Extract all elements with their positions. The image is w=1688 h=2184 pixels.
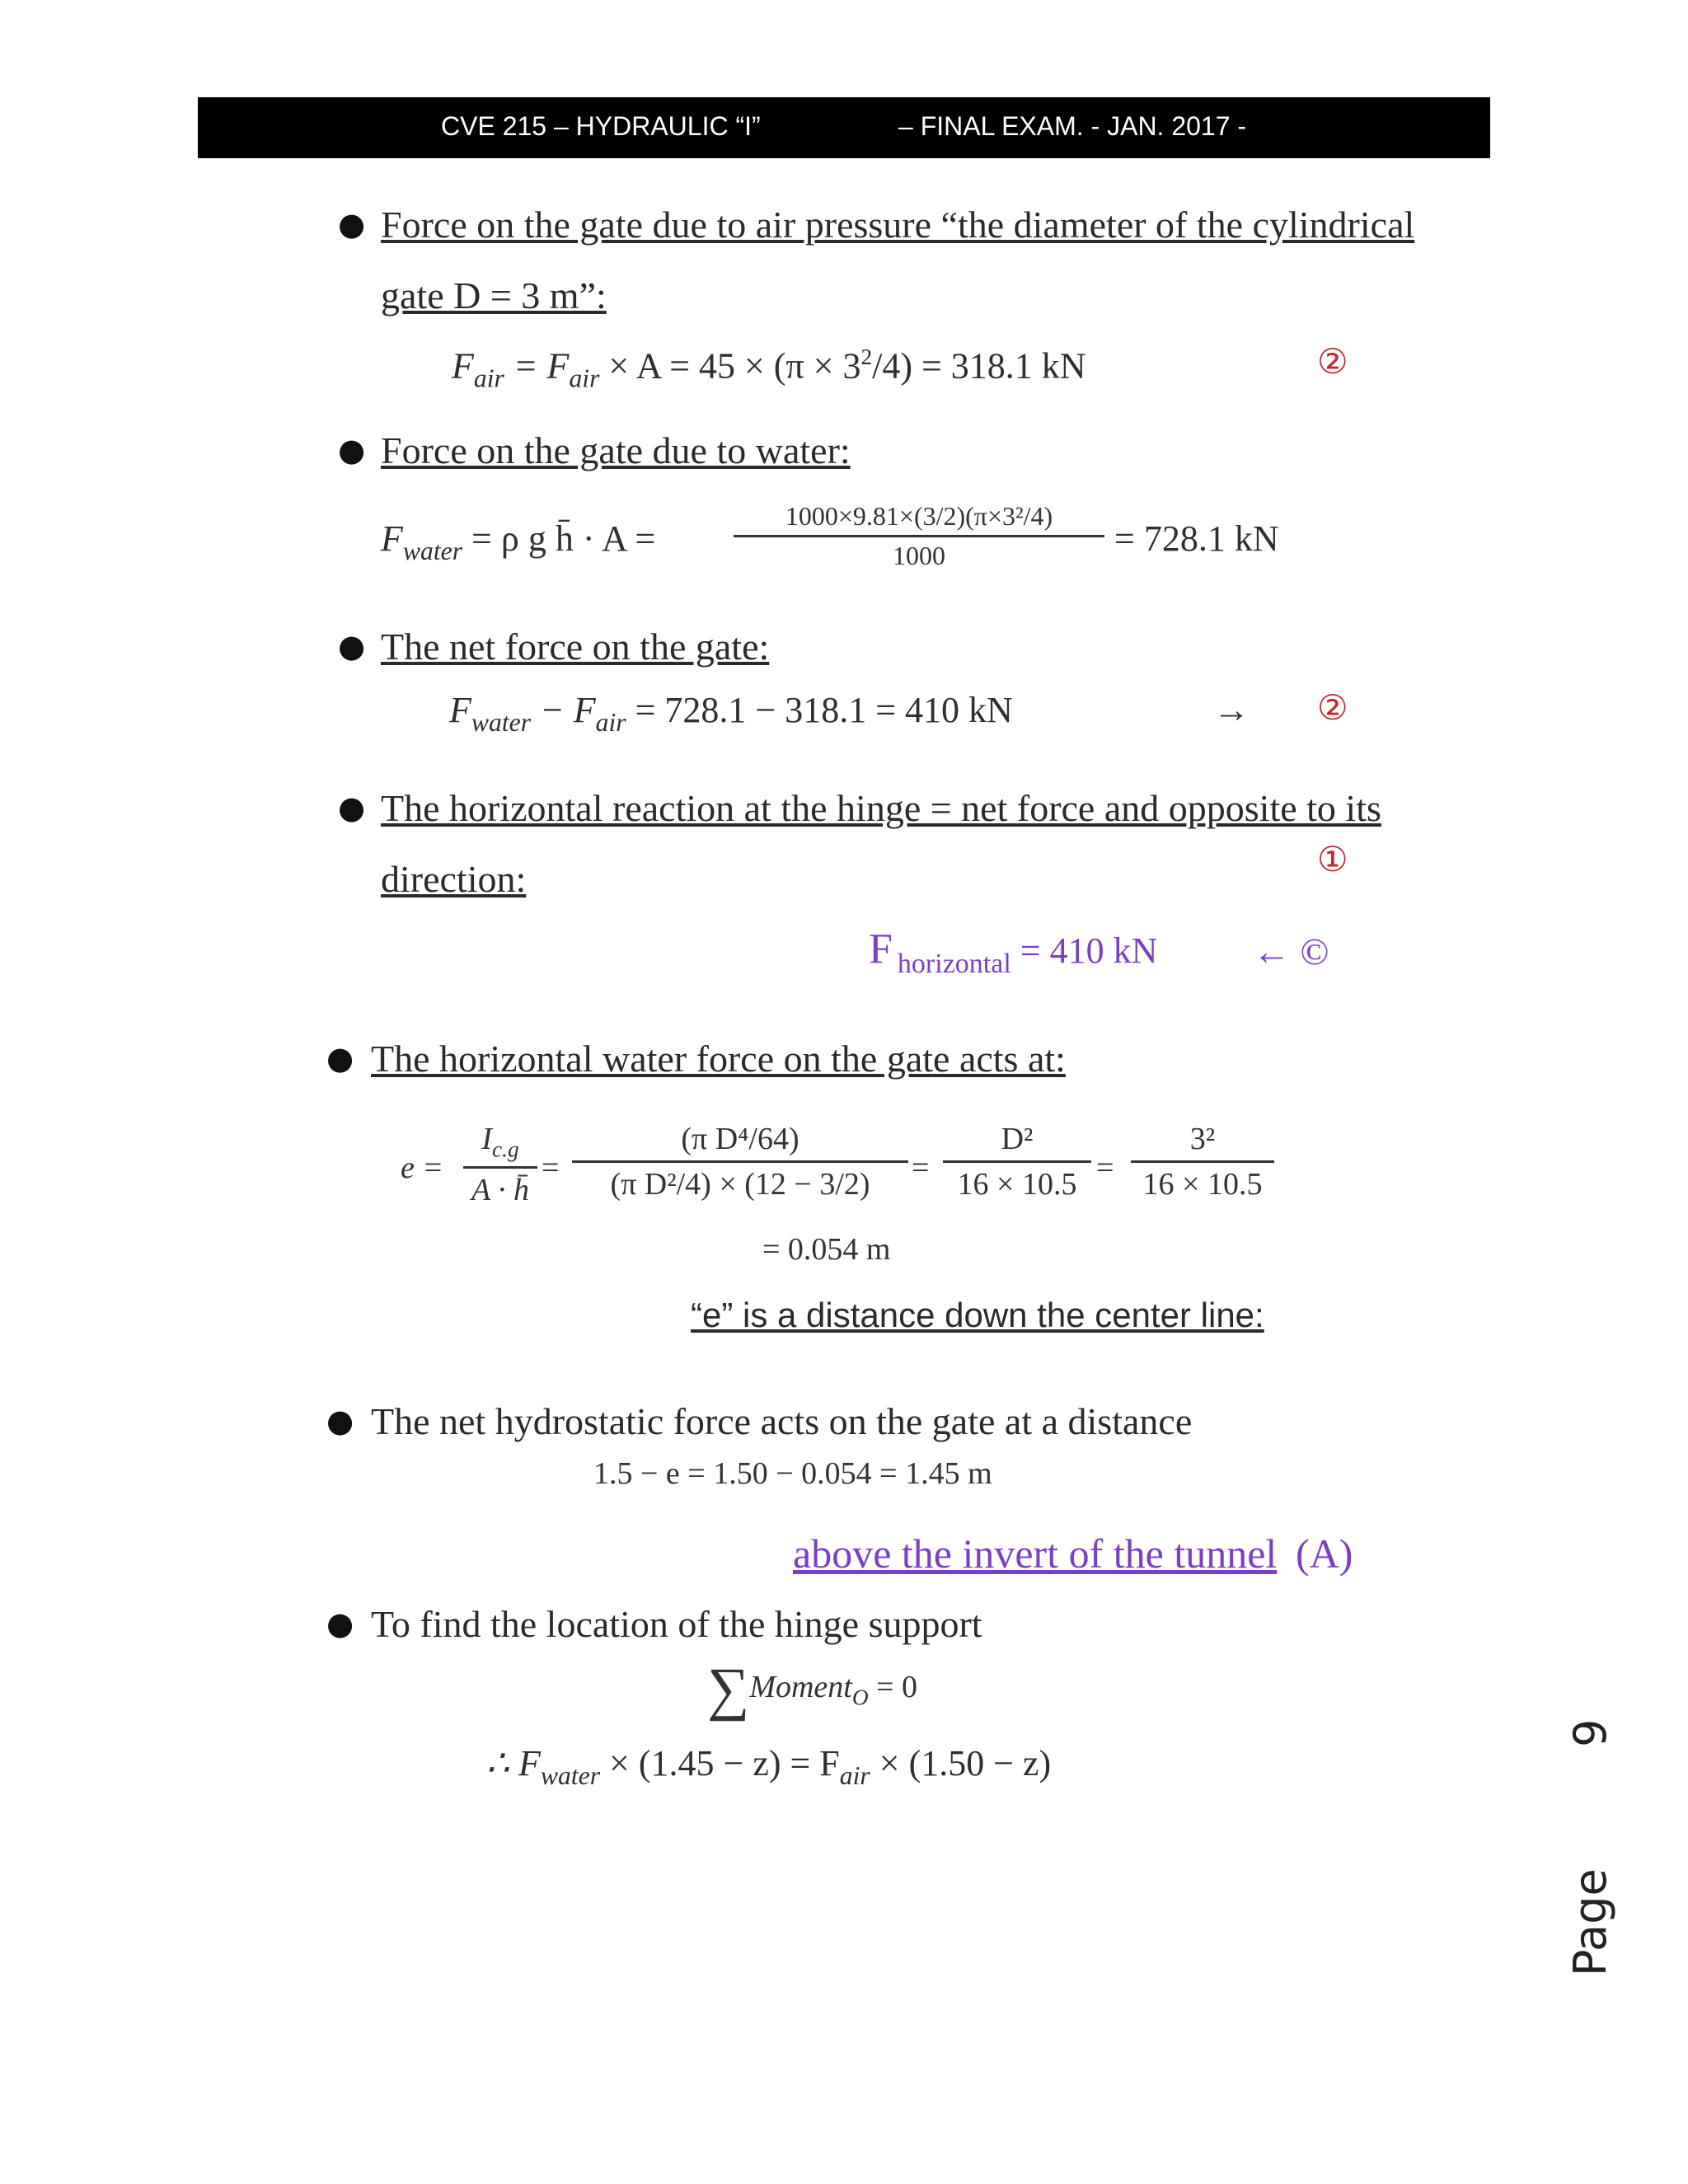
- fraction-3-squared: 3² 16 × 10.5: [1131, 1121, 1274, 1202]
- exam-title: – FINAL EXAM. - JAN. 2017 -: [898, 111, 1247, 141]
- net-hydrostatic-heading: The net hydrostatic force acts on the gate at a distance: [371, 1400, 1193, 1442]
- mark-2-circle: ②: [1317, 341, 1348, 382]
- apple-bullet-icon: ●: [338, 790, 366, 826]
- fraction-pi-d4: (π D⁴/64) (π D²/4) × (12 − 3/2): [572, 1121, 908, 1202]
- water-force-result: = 728.1 kN: [1114, 518, 1279, 559]
- reaction-heading-line2: direction:: [381, 858, 527, 900]
- eccentricity-result: = 0.054 m: [762, 1232, 891, 1267]
- apple-bullet-icon: ●: [338, 206, 366, 242]
- page-number: 9: [1564, 1718, 1616, 1747]
- air-force-heading-line1: Force on the gate due to air pressure “the diameter of the cylindrical: [381, 204, 1415, 246]
- air-force-heading-line2: gate D = 3 m”:: [381, 274, 607, 316]
- invert-note-mark: (A): [1296, 1530, 1353, 1577]
- hinge-moment-equation: ∴ $F_{water} \times (1.45 - z) = F_{air} \times (1.50 - z)$: [486, 1743, 1052, 1791]
- invert-note: above the invert of the tunnel: [793, 1530, 1278, 1577]
- apple-bullet-icon: ●: [338, 628, 366, 664]
- equals-sign: =: [542, 1151, 560, 1185]
- water-force-heading: Force on the gate due to water:: [381, 429, 851, 471]
- right-arrow-icon: →: [1213, 690, 1250, 730]
- hinge-heading: To find the location of the hinge support: [371, 1603, 982, 1645]
- fraction-icg-over-ah: $I_{c.g}$ A · h̄: [463, 1121, 537, 1208]
- course-title: CVE 215 – HYDRAULIC “I”: [441, 111, 761, 141]
- apple-bullet-icon: ●: [326, 1605, 354, 1642]
- apple-bullet-icon: ●: [326, 1040, 354, 1076]
- equals-sign: =: [1096, 1151, 1114, 1185]
- sigma-icon: ∑: [707, 1656, 750, 1722]
- reaction-heading-line1: The horizontal reaction at the hinge = net force and opposite to its: [381, 787, 1381, 829]
- header-bar: [198, 97, 1490, 158]
- air-force-equation: $F_{air} = F_{air} \times A = 45 \times (\pi \times 3^2/4) = 318.1$ kN: [452, 344, 1086, 393]
- equals-sign: =: [912, 1151, 930, 1185]
- eccentricity-note: “e” is a distance down the center line:: [691, 1296, 1264, 1334]
- apple-bullet-icon: ●: [338, 432, 366, 468]
- e-label: e =: [401, 1151, 444, 1185]
- mark-1-circle: ①: [1317, 839, 1348, 879]
- mark-2-circle: ②: [1317, 687, 1348, 728]
- net-hydrostatic-equation: 1.5 − e = 1.50 − 0.054 = 1.45 m: [593, 1456, 992, 1491]
- horizontal-reaction-result: F $_{horizontal}$ = 410 kN: [869, 926, 1158, 979]
- page-word: Page: [1564, 1868, 1616, 1976]
- eccentricity-heading: The horizontal water force on the gate acts at:: [371, 1038, 1066, 1080]
- water-force-fraction: 1000×9.81×(3/2)(π×3²/4) 1000: [734, 501, 1104, 571]
- moment-sum-equation: ∑Moment$_O$ = 0: [707, 1656, 918, 1722]
- net-force-heading: The net force on the gate:: [381, 626, 770, 668]
- left-arrow-copyright: ← ©: [1253, 930, 1329, 972]
- apple-bullet-icon: ●: [326, 1403, 354, 1439]
- water-force-lhs: $F_{water} = \rho$ g h̄ · A =: [381, 518, 656, 566]
- fraction-d2: D² 16 × 10.5: [943, 1121, 1091, 1202]
- net-force-equation: $F_{water} - F_{air} = 728.1 - 318.1 = 410$ kN: [449, 690, 1013, 738]
